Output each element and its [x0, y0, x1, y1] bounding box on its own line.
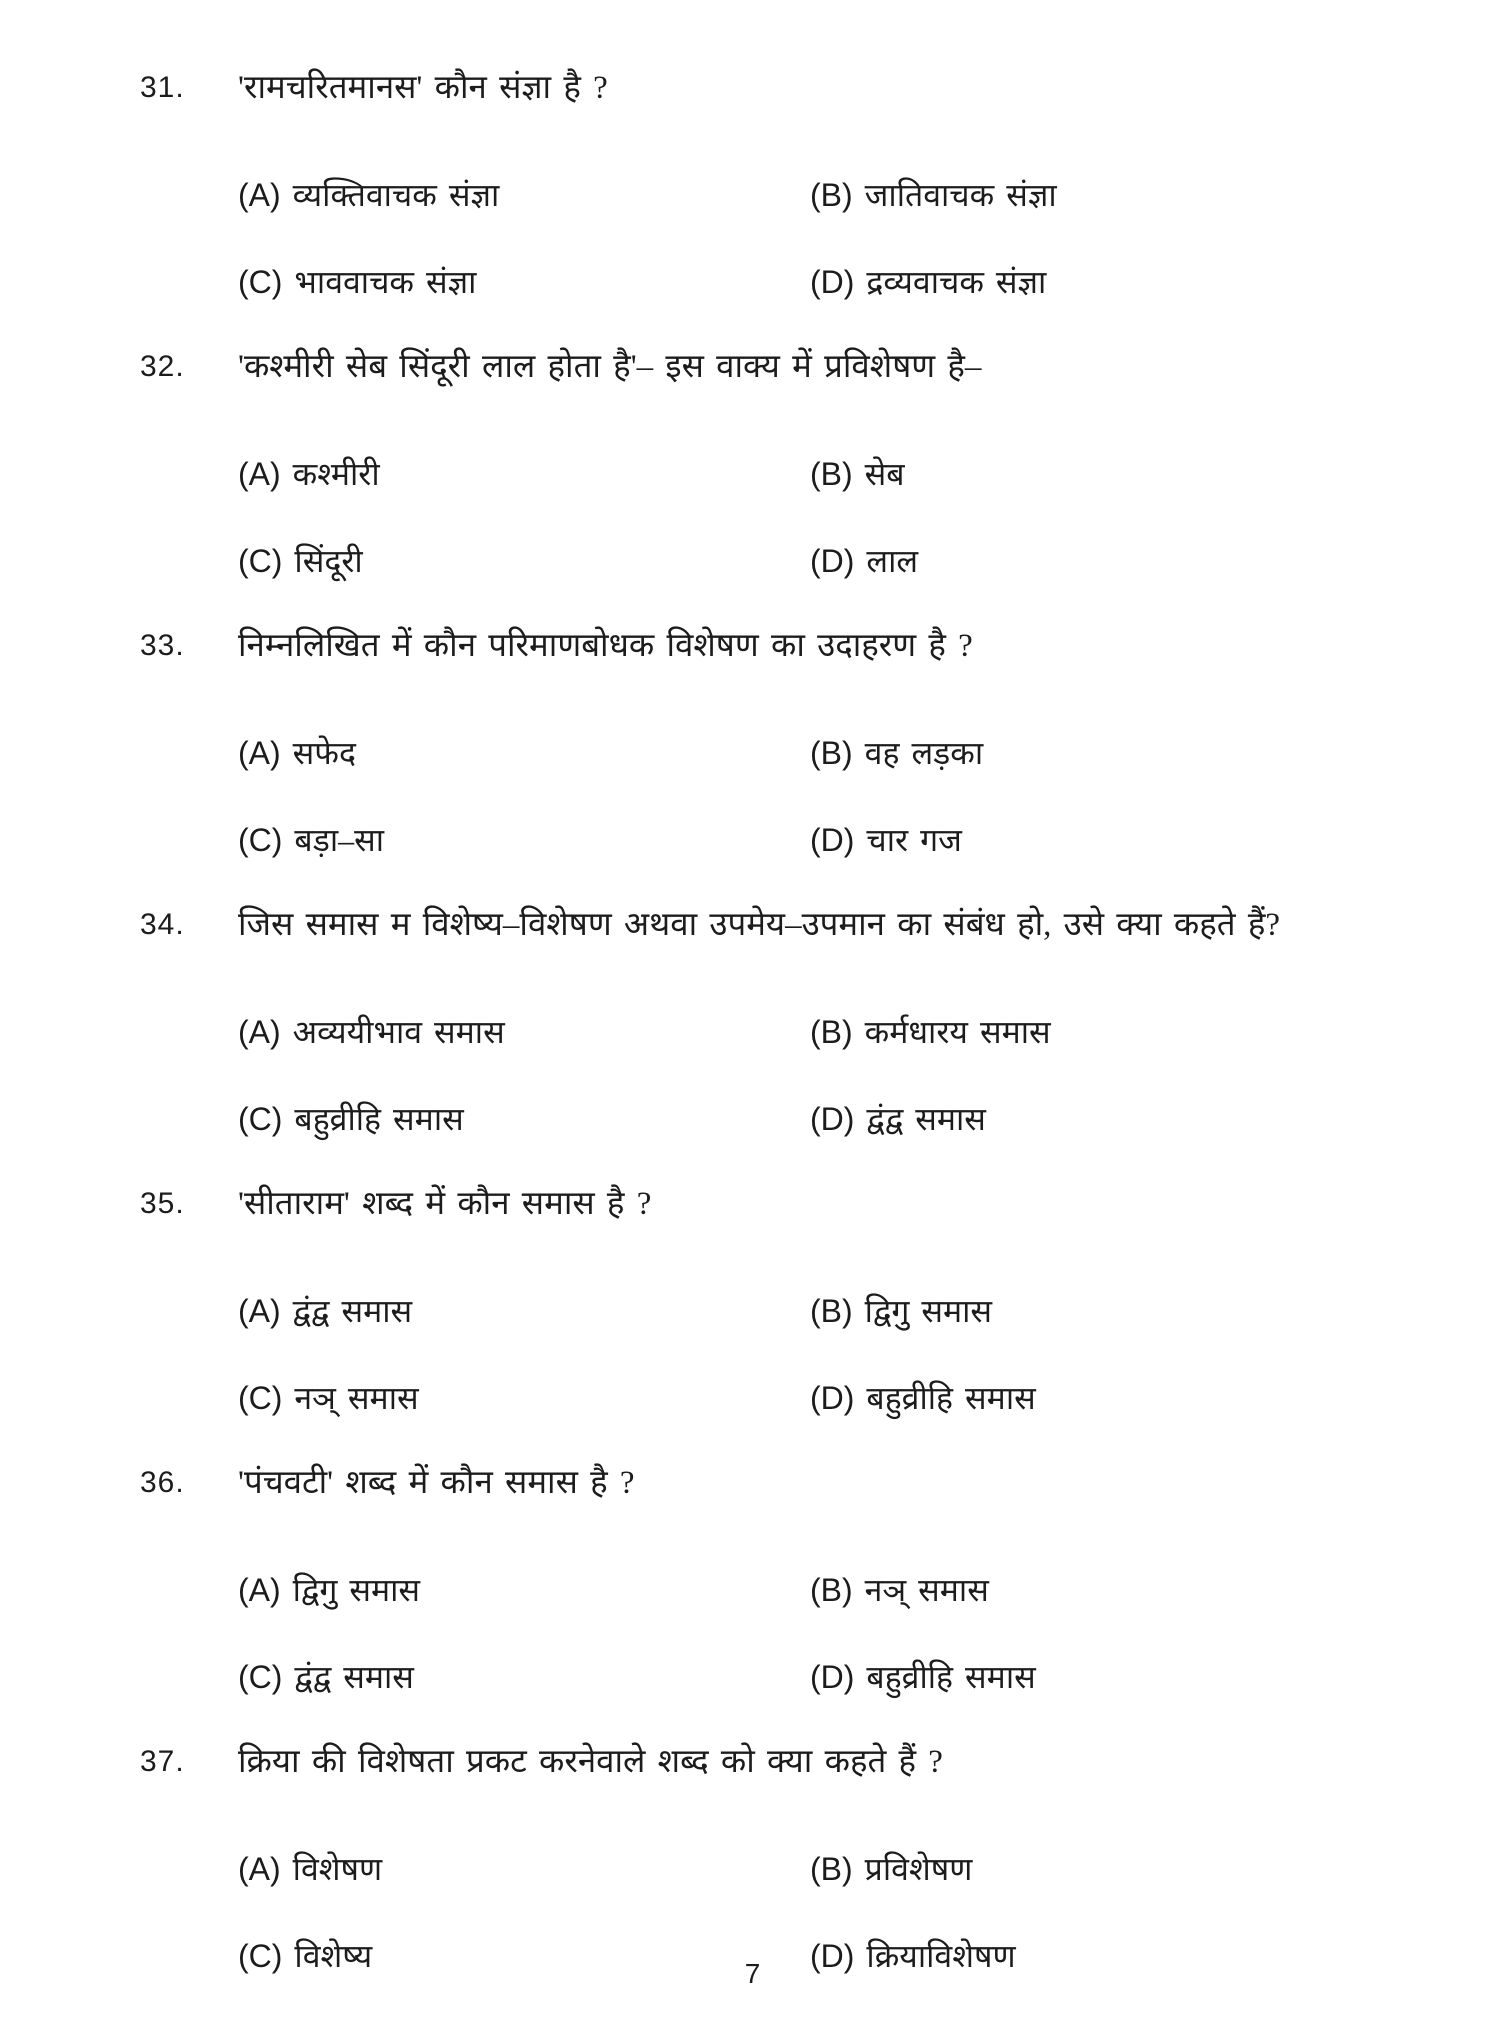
question-37 — [140, 1738, 1445, 1980]
option-c-label: (C) — [238, 1101, 283, 1137]
option-d — [810, 537, 1445, 585]
question-31 — [140, 64, 1445, 306]
question-line — [140, 1180, 1445, 1228]
option-d-label: (D) — [810, 1659, 855, 1695]
question-35 — [140, 1180, 1445, 1422]
option-d-label: (D) — [810, 264, 855, 300]
option-d-text: द्रव्यवाचक संज्ञा — [866, 264, 1047, 300]
option-b-text: जातिवाचक संज्ञा — [864, 177, 1057, 213]
options-row — [238, 1095, 1445, 1143]
option-b — [810, 171, 1445, 219]
options-grid — [238, 1566, 1445, 1701]
option-b-label: (B) — [810, 1014, 853, 1050]
option-a — [238, 1566, 810, 1614]
option-a-label: (A) — [238, 1851, 281, 1887]
option-c — [238, 1653, 810, 1701]
option-b — [810, 450, 1445, 498]
option-a-text: कश्मीरी — [292, 456, 380, 492]
option-a — [238, 171, 810, 219]
question-number: 32. — [140, 350, 185, 383]
option-c-label: (C) — [238, 1659, 283, 1695]
option-d-text: द्वंद्व समास — [866, 1101, 986, 1137]
question-text: जिस समास म विशेष्य–विशेषण अथवा उपमेय–उपमान का संबंध हो, उसे क्या कहते हैं? — [238, 907, 1280, 943]
option-a-text: व्यक्तिवाचक संज्ञा — [292, 177, 500, 213]
option-c — [238, 1374, 810, 1422]
question-text: 'पंचवटी' शब्द में कौन समास है ? — [238, 1465, 635, 1501]
option-d-label: (D) — [810, 1101, 855, 1137]
option-b-text: कर्मधारय समास — [864, 1014, 1051, 1050]
option-d — [810, 816, 1445, 864]
option-c-text: नञ् समास — [294, 1380, 419, 1416]
option-a-label: (A) — [238, 1572, 281, 1608]
question-32 — [140, 343, 1445, 585]
option-d-label: (D) — [810, 1938, 855, 1974]
option-b — [810, 1287, 1445, 1335]
option-a — [238, 450, 810, 498]
option-a-text: द्विगु समास — [292, 1572, 421, 1608]
option-c-label: (C) — [238, 264, 283, 300]
option-a — [238, 1845, 810, 1893]
page-number: 7 — [744, 1958, 761, 1989]
question-number: 35. — [140, 1187, 185, 1220]
question-number: 34. — [140, 908, 185, 941]
option-c — [238, 816, 810, 864]
option-a — [238, 1287, 810, 1335]
option-b — [810, 1008, 1445, 1056]
option-b-text: प्रविशेषण — [864, 1851, 973, 1887]
question-line — [140, 622, 1445, 670]
option-b — [810, 1845, 1445, 1893]
option-d — [810, 1095, 1445, 1143]
question-line — [140, 64, 1445, 112]
options-row — [238, 1845, 1445, 1893]
option-c — [238, 1095, 810, 1143]
option-a-text: अव्ययीभाव समास — [292, 1014, 505, 1050]
option-d — [810, 1653, 1445, 1701]
question-text: 'सीताराम' शब्द में कौन समास है ? — [238, 1186, 652, 1222]
option-a — [238, 1008, 810, 1056]
option-d — [810, 258, 1445, 306]
option-a-text: सफेद — [292, 735, 356, 771]
options-grid — [238, 1287, 1445, 1422]
option-a — [238, 729, 810, 777]
option-b-label: (B) — [810, 177, 853, 213]
option-d-text: बहुव्रीहि समास — [866, 1380, 1036, 1416]
option-c — [238, 258, 810, 306]
question-text: निम्नलिखित में कौन परिमाणबोधक विशेषण का उदाहरण है ? — [238, 628, 973, 664]
option-b-label: (B) — [810, 1572, 853, 1608]
option-d-text: लाल — [866, 543, 919, 579]
option-c-text: विशेष्य — [294, 1938, 373, 1974]
option-d-text: चार गज — [866, 822, 962, 858]
options-row — [238, 450, 1445, 498]
options-row — [238, 1566, 1445, 1614]
options-row — [238, 171, 1445, 219]
option-b — [810, 729, 1445, 777]
option-c-label: (C) — [238, 1938, 283, 1974]
option-c-label: (C) — [238, 822, 283, 858]
question-36 — [140, 1459, 1445, 1701]
option-a-label: (A) — [238, 456, 281, 492]
option-a-label: (A) — [238, 735, 281, 771]
option-d-text: क्रियाविशेषण — [866, 1938, 1016, 1974]
question-line — [140, 901, 1445, 949]
option-b-text: नञ् समास — [864, 1572, 989, 1608]
options-row — [238, 537, 1445, 585]
question-text: क्रिया की विशेषता प्रकट करनेवाले शब्द को क्या कहते हैं ? — [238, 1744, 943, 1780]
option-b-label: (B) — [810, 456, 853, 492]
question-number: 37. — [140, 1745, 185, 1778]
option-a-label: (A) — [238, 1014, 281, 1050]
option-b-text: सेब — [864, 456, 905, 492]
question-number: 33. — [140, 629, 185, 662]
option-d-label: (D) — [810, 1380, 855, 1416]
option-d-label: (D) — [810, 822, 855, 858]
question-34 — [140, 901, 1445, 1143]
option-c-text: बड़ा–सा — [294, 822, 385, 858]
option-c-text: बहुव्रीहि समास — [294, 1101, 464, 1137]
options-row — [238, 1653, 1445, 1701]
option-a-label: (A) — [238, 1293, 281, 1329]
option-c-text: द्वंद्व समास — [294, 1659, 414, 1695]
question-text: 'कश्मीरी सेब सिंदूरी लाल होता है'– इस वाक्य में प्रविशेषण है– — [238, 349, 982, 385]
option-c-text: भाववाचक संज्ञा — [294, 264, 477, 300]
option-c-text: सिंदूरी — [294, 543, 363, 579]
question-line — [140, 343, 1445, 391]
option-b-text: द्विगु समास — [864, 1293, 993, 1329]
options-row — [238, 1374, 1445, 1422]
option-c-label: (C) — [238, 543, 283, 579]
option-a-label: (A) — [238, 177, 281, 213]
option-b-text: वह लड़का — [864, 735, 984, 771]
option-c — [238, 537, 810, 585]
options-row — [238, 816, 1445, 864]
question-line — [140, 1459, 1445, 1507]
option-d-text: बहुव्रीहि समास — [866, 1659, 1036, 1695]
question-number: 31. — [140, 71, 185, 104]
option-a-text: द्वंद्व समास — [292, 1293, 413, 1329]
options-row — [238, 1287, 1445, 1335]
options-row — [238, 1008, 1445, 1056]
option-a-text: विशेषण — [292, 1851, 383, 1887]
options-row — [238, 258, 1445, 306]
option-b — [810, 1566, 1445, 1614]
question-text: 'रामचरितमानस' कौन संज्ञा है ? — [238, 70, 608, 106]
question-line — [140, 1738, 1445, 1786]
option-d-label: (D) — [810, 543, 855, 579]
options-row — [238, 729, 1445, 777]
question-33 — [140, 622, 1445, 864]
options-grid — [238, 729, 1445, 864]
option-b-label: (B) — [810, 735, 853, 771]
option-b-label: (B) — [810, 1851, 853, 1887]
option-d — [810, 1374, 1445, 1422]
option-b-label: (B) — [810, 1293, 853, 1329]
options-grid — [238, 171, 1445, 306]
option-c-label: (C) — [238, 1380, 283, 1416]
question-number: 36. — [140, 1466, 185, 1499]
options-grid — [238, 450, 1445, 585]
options-grid — [238, 1008, 1445, 1143]
